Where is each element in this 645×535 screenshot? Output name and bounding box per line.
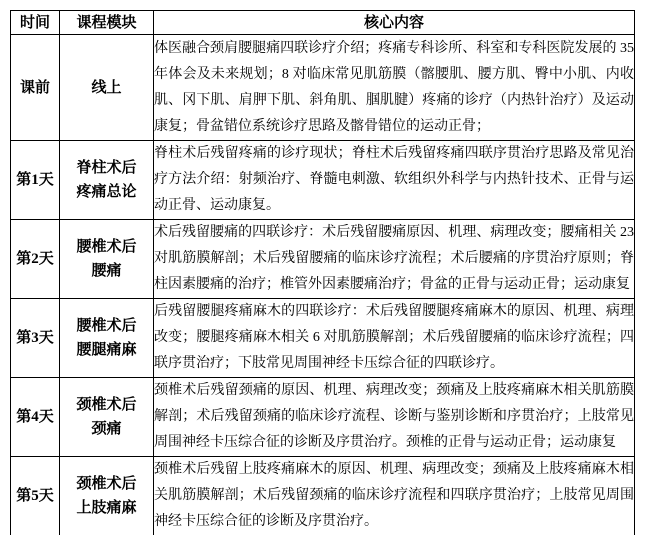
- module-line: 颈椎术后: [76, 476, 137, 492]
- time-cell: 课前: [11, 35, 60, 141]
- time-cell: 第5天: [11, 457, 60, 535]
- module-line: 腰痛: [91, 263, 122, 279]
- content-cell: 脊柱术后残留疼痛的诊疗现状；脊柱术后残留疼痛四联序贯治疗思路及常见治疗方法介绍：射频治疗、脊髓电刺激、软组织外科学与内热针技术、正骨与运动正骨、运动康复。: [154, 141, 635, 220]
- table-header-row: [11, 11, 635, 35]
- module-line: 颈痛: [91, 421, 122, 437]
- time-cell: 第3天: [11, 299, 60, 378]
- time-cell: 第4天: [11, 378, 60, 457]
- module-line: 腰椎术后: [76, 239, 137, 255]
- module-line: 线上: [91, 79, 122, 96]
- module-line: 脊柱术后: [76, 160, 137, 176]
- header-module: 课程模块: [60, 11, 154, 35]
- content-cell: 后残留腰腿疼痛麻木的四联诊疗：术后残留腰腿疼痛麻木的原因、机理、病理改变；腰腿疼痛麻木相关 6 对肌筋膜解剖；术后残留腰痛的临床诊疗流程；四联序贯治疗；下肢常见周围神经卡压综合征的四联诊疗。: [154, 299, 635, 378]
- header-core-content: 核心内容: [154, 11, 635, 35]
- module-line: 疼痛总论: [76, 184, 137, 200]
- module-cell: [60, 378, 154, 457]
- table-row-day5: [11, 457, 635, 535]
- module-cell: [60, 220, 154, 299]
- content-cell: 体医融合颈肩腰腿痛四联诊疗介绍；疼痛专科诊所、科室和专科医院发展的 35 年体会及未来规划；8 对临床常见肌筋膜（髂腰肌、腰方肌、臀中小肌、内收肌、冈下肌、肩胛下肌、斜角肌、腘肌腱）疼痛的诊疗（内热针治疗）及运动康复；骨盆错位系统诊疗思路及髂骨错位的运动正骨；: [154, 35, 635, 141]
- table-row-pre-course: [11, 35, 635, 141]
- content-cell: 颈椎术后残留上肢疼痛麻木的原因、机理、病理改变；颈痛及上肢疼痛麻木相关肌筋膜解剖；术后残留颈痛的临床诊疗流程和四联序贯治疗；上肢常见周围神经卡压综合征的诊断及序贯治疗。: [154, 457, 635, 535]
- module-line: 上肢痛麻: [76, 500, 137, 516]
- header-time: 时间: [11, 11, 60, 35]
- time-cell: 第1天: [11, 141, 60, 220]
- table-row-day4: [11, 378, 635, 457]
- module-cell: [60, 141, 154, 220]
- module-cell: [60, 457, 154, 535]
- module-line: 腰腿痛麻: [76, 342, 137, 358]
- module-line: 颈椎术后: [76, 397, 137, 413]
- table-row-day2: [11, 220, 635, 299]
- module-line: 腰椎术后: [76, 318, 137, 334]
- time-cell: 第2天: [11, 220, 60, 299]
- content-cell: 术后残留腰痛的四联诊疗：术后残留腰痛原因、机理、病理改变；腰痛相关 23 对肌筋膜解剖；术后残留腰痛的临床诊疗流程；术后腰痛的序贯治疗原则；脊柱因素腰痛的治疗；椎管外因素腰痛治疗；骨盆的正骨与运动正骨；运动康复: [154, 220, 635, 299]
- module-cell: [60, 299, 154, 378]
- table-row-day1: [11, 141, 635, 220]
- module-cell: [60, 35, 154, 141]
- table-row-day3: [11, 299, 635, 378]
- course-schedule-table: [10, 10, 635, 535]
- content-cell: 颈椎术后残留颈痛的原因、机理、病理改变；颈痛及上肢疼痛麻木相关肌筋膜解剖；术后残留颈痛的临床诊疗流程、诊断与鉴别诊断和序贯治疗；上肢常见周围神经卡压综合征的诊断及序贯治疗。颈椎的正骨与运动正骨；运动康复: [154, 378, 635, 457]
